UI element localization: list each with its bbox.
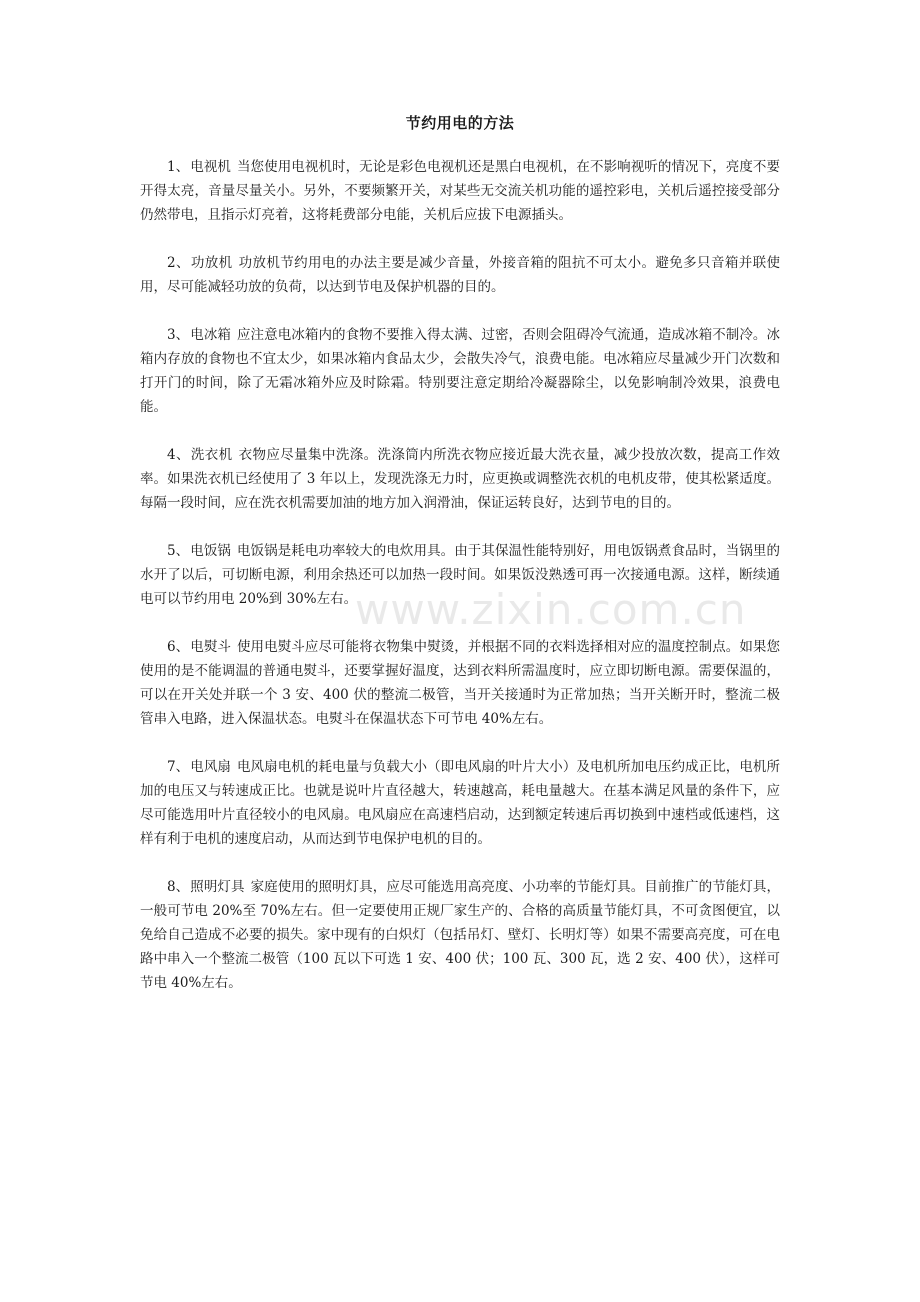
section-heading: 电熨斗	[190, 639, 231, 655]
section-text: 功放机节约用电的办法主要是减少音量，外接音箱的阻抗不可太小。避免多只音箱并联使用，尽可能减轻功放的负荷，以达到节电及保护机器的目的。	[140, 255, 781, 295]
section-rice-cooker	[140, 539, 780, 611]
section-heading: 功放机	[190, 255, 233, 271]
document-page	[140, 112, 780, 1019]
section-number: 7、	[167, 759, 190, 775]
section-heading: 电饭锅	[190, 543, 231, 559]
section-number: 3、	[167, 327, 190, 343]
section-number: 6、	[167, 639, 190, 655]
watermark-text: www.zixin.com.cn	[355, 585, 747, 634]
section-heading: 照明灯具	[190, 879, 245, 895]
section-number: 5、	[167, 543, 190, 559]
section-heading: 洗衣机	[190, 447, 233, 463]
section-heading: 电冰箱	[190, 327, 231, 343]
section-electric-fan	[140, 755, 780, 851]
section-washing-machine	[140, 443, 780, 515]
section-text: 当您使用电视机时，无论是彩色电视机还是黑白电视机，在不影响视听的情况下，亮度不要开得太亮，音量尽量关小。另外，不要频繁开关，对某些无交流关机功能的遥控彩电，关机后遥控接受部分仍然带电，且指示灯亮着，这将耗费部分电能，关机后应拔下电源插头。	[140, 159, 781, 223]
section-text: 应注意电冰箱内的食物不要推入得太满、过密，否则会阻碍冷气流通，造成冰箱不制冷。冰箱内存放的食物也不宜太少，如果冰箱内食品太少，会散失冷气，浪费电能。电冰箱应尽量减少开门次数和打开门的时间，除了无霜冰箱外应及时除霜。特别要注意定期给冷凝器除尘，以免影响制冷效果，浪费电能。	[140, 327, 781, 415]
section-iron	[140, 635, 780, 731]
section-text: 电风扇电机的耗电量与负载大小（即电风扇的叶片大小）及电机所加电压约成正比，电机所加的电压又与转速成正比。也就是说叶片直径越大，转速越高，耗电量越大。在基本满足风量的条件下，应尽可能选用叶片直径较小的电风扇。电风扇应在高速档启动，达到额定转速后再切换到中速档或低速档，这样有利于电机的速度启动，从而达到节电保护电机的目的。	[140, 759, 781, 847]
section-text: 衣物应尽量集中洗涤。洗涤筒内所洗衣物应接近最大洗衣量，减少投放次数，提高工作效率。如果洗衣机已经使用了 3 年以上，发现洗涤无力时，应更换或调整洗衣机的电机皮带，使其松紧适度。每隔一段时间，应在洗衣机需要加油的地方加入润滑油，保证运转良好，达到节电的目的。	[140, 447, 781, 511]
section-text: 家庭使用的照明灯具，应尽可能选用高亮度、小功率的节能灯具。目前推广的节能灯具，一般可节电 20%至 70%左右。但一定要使用正规厂家生产的、合格的高质量节能灯具，不可贪图便宜，以免给自己造成不必要的损失。家中现有的白炽灯（包括吊灯、壁灯、长明灯等）如果不需要高亮度，可在电路中串入一个整流二极管（100 瓦以下可选 1 安、400 伏；100 瓦、300 瓦，选 2 安、400 伏），这样可节电 40%左右。	[140, 879, 781, 991]
section-text: 使用电熨斗应尽可能将衣物集中熨烫，并根据不同的衣料选择相对应的温度控制点。如果您使用的是不能调温的普通电熨斗，还要掌握好温度，达到衣料所需温度时，应立即切断电源。需要保温的，可以在开关处并联一个 3 安、400 伏的整流二极管，当开关接通时为正常加热；当开关断开时，整流二极管串入电路，进入保温状态。电熨斗在保温状态下可节电 40%左右。	[140, 639, 781, 727]
section-lighting	[140, 875, 780, 995]
section-number: 4、	[167, 447, 190, 463]
section-amplifier	[140, 251, 780, 299]
section-heading: 电风扇	[190, 759, 231, 775]
section-number: 8、	[167, 879, 190, 895]
document-title: 节约用电的方法	[405, 114, 515, 132]
section-text: 电饭锅是耗电功率较大的电炊用具。由于其保温性能特别好，用电饭锅煮食品时，当锅里的水开了以后，可切断电源，利用余热还可以加热一段时间。如果饭没熟透可再一次接通电源。这样，断续通电可以节约用电 20%到 30%左右。	[140, 543, 781, 607]
section-number: 2、	[167, 255, 190, 271]
section-tv	[140, 155, 780, 227]
section-refrigerator	[140, 323, 780, 419]
section-heading: 电视机	[190, 159, 231, 175]
section-number: 1、	[167, 159, 190, 175]
